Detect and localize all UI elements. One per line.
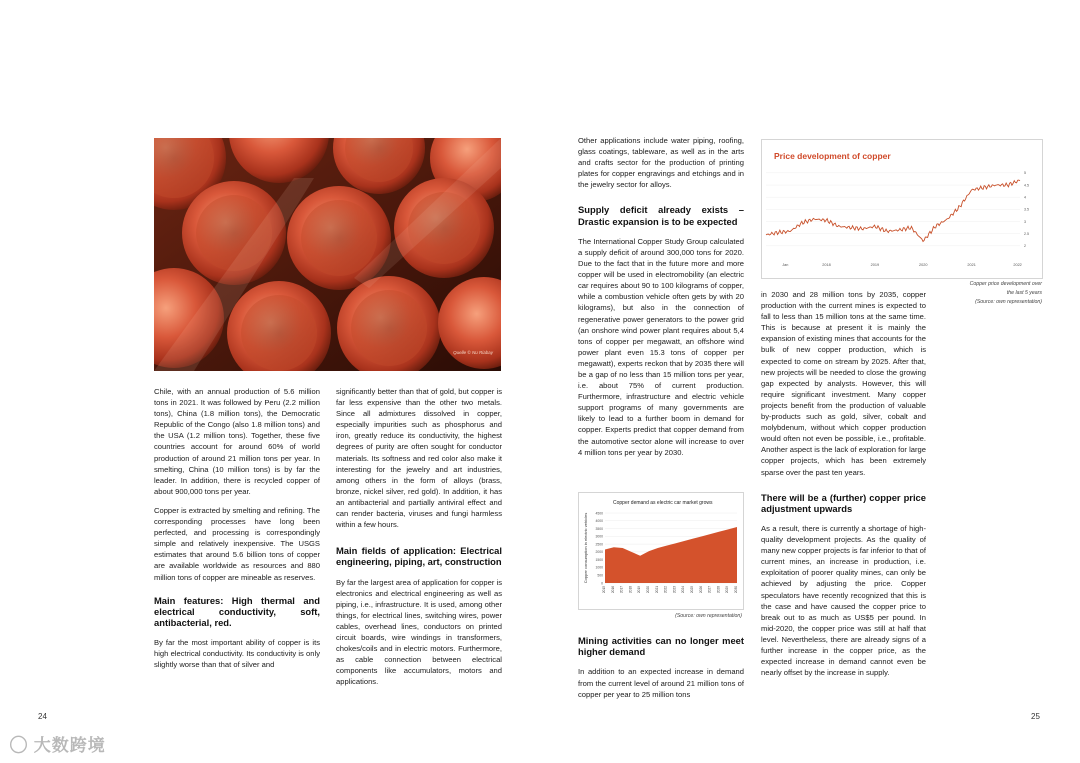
paragraph: By far the largest area of application for copper is electronics and electrical engineering as well as piping, i.e., infrastructure. It is used, among other things, for electrical lines, switching wires, power cables, overhead lines, conductors on printed circuit boards, wire windings in transformers, chokes/coils and in electric motors. Furthermore, as cable connection between electrical components like accumulators, motors and applications.	[336, 577, 502, 687]
caption-line: (Source: own representation)	[975, 299, 1042, 305]
x-tick-label: 2020	[646, 586, 650, 594]
y-tick-label: 2.5	[1024, 231, 1029, 236]
copper-price-svg	[762, 140, 1042, 278]
y-tick-label: 0	[601, 581, 603, 586]
y-tick-label: 4000	[595, 519, 603, 524]
caption-line: Copper price development over	[969, 281, 1042, 287]
y-tick-label: 3500	[595, 526, 603, 531]
left-column-1	[154, 386, 320, 678]
y-tick-label: 5	[1024, 171, 1026, 176]
copper-demand-svg	[579, 493, 743, 609]
left-column-2	[336, 386, 502, 696]
watermark-icon: ◯	[10, 736, 28, 755]
x-tick-label: 2030	[734, 586, 738, 594]
y-tick-label: 4.5	[1024, 183, 1029, 188]
paragraph: By far the most important ability of copper is its high electrical conductivity. Its conductivity is only slightly worse than that of silver and	[154, 638, 320, 670]
chart-title: Price development of copper	[774, 151, 891, 161]
x-tick-label: 2020	[919, 263, 928, 267]
chart-source: (Source: own representation)	[675, 613, 742, 619]
demand-area-series	[605, 527, 737, 583]
watermark-text: 大数跨境	[33, 736, 106, 755]
x-tick-label: 2022	[663, 586, 668, 594]
paragraph: Copper is extracted by smelting and refining. The corresponding processes have long been perfected, and processing is correspondingly simple and relatively inexpensive. The USGS estimates that around 5.6 billion tons of copper are available worldwide as resources and 880 million tons of copper are mineable as reserves.	[154, 505, 320, 582]
paragraph: Chile, with an annual production of 5.6 million tons in 2021. It was followed by Peru (2.2 million tons), China (1.8 million tons), the Democratic Republic of the Congo (also 1.8 million tons) and the USA (1.2 million tons). Together, these five countries account for around 60% of world production of around 21 million tons per year. In smelting, China (10 million tons) is by far the leader. In addition, there is recycled copper of about 900,000 tons per year.	[154, 387, 320, 496]
x-tick-label: 2021	[967, 263, 976, 267]
x-tick-label: 2027	[707, 586, 712, 594]
x-tick-label: 2023	[672, 586, 677, 594]
paragraph: Other applications include water piping, roofing, glass coatings, tableware, as well as in the arts and crafts sector for the production of printing plates for copper engravings and etchings and in the jewelry sector for alloys.	[578, 136, 744, 190]
x-tick-label: 2021	[654, 586, 659, 594]
x-tick-label: 2015	[602, 586, 606, 594]
x-tick-label: 2026	[698, 586, 703, 594]
copper-pipes-illustration	[154, 138, 501, 371]
x-tick-label: Jan	[782, 263, 789, 267]
section-heading: Main fields of application: Electrical engineering, piping, art, construction	[336, 545, 502, 568]
x-tick-label: 2019	[870, 263, 880, 267]
copper-demand-chart	[578, 492, 744, 610]
x-tick-label: 2019	[637, 586, 642, 594]
y-tick-label: 1500	[595, 557, 603, 562]
price-line-series	[766, 180, 1020, 241]
x-tick-label: 2016	[610, 586, 615, 594]
x-tick-label: 2017	[619, 586, 624, 594]
y-tick-label: 2000	[595, 550, 603, 555]
y-tick-label: 2	[1024, 244, 1026, 249]
section-heading: Main features: High thermal and electrical conductivity, soft, antibacterial, red.	[154, 594, 320, 628]
page-number-left: 24	[38, 712, 47, 721]
x-tick-label: 2024	[681, 586, 686, 594]
x-tick-label: 2022	[1013, 263, 1022, 267]
y-tick-label: 3	[1024, 219, 1026, 224]
paragraph: In addition to an expected increase in demand from the current level of around 21 million tons of copper per year to 25 million tons	[578, 667, 744, 699]
y-tick-label: 4	[1024, 195, 1026, 200]
paragraph: The International Copper Study Group calculated a supply deficit of around 300,000 tons for 2020. Due to the fact that in the future more and more copper will be used in electromobility (an electric car requires about 90 to 100 kilograms of copper, while a combustion vehicle often gets by with 20 kilograms), but also in the connection of regenerative power generators to the power grid (an onshore wind power plant requires about 5,4 tons of copper per megawatt, an offshore wind power plant even 15.3 tons of copper per megawatt), experts reckon that by 2035 there will be a gap of no less than 15 million tons per year, i.e. about 75% of current production. Furthermore, infrastructure and electric vehicle support programs of many governments are likely to lead to a further boom in demand for copper. Experts predict that copper demand from the automotive sector alone will increase to over 4 million tons per year by 2030.	[578, 236, 744, 457]
caption-line: the last 5 years	[1006, 290, 1042, 296]
right-column-1-continued	[578, 625, 744, 708]
right-column-2	[761, 289, 926, 686]
section-heading: Mining activities can no longer meet higher demand	[578, 635, 744, 658]
x-tick-label: 2018	[822, 263, 831, 267]
y-tick-label: 2500	[595, 542, 603, 547]
x-tick-label: 2028	[716, 586, 721, 594]
copper-pipes-photo	[154, 138, 501, 371]
y-tick-label: 500	[597, 573, 603, 578]
y-tick-label: 4500	[595, 511, 603, 516]
y-tick-label: 3000	[595, 534, 603, 539]
right-column-1	[578, 135, 744, 466]
y-axis-label: Copper consumption in electric vehicles	[583, 512, 588, 584]
chart-title: Copper demand as electric car market grows	[613, 500, 713, 506]
y-tick-label: 1000	[595, 565, 603, 570]
page-number-right: 25	[1031, 712, 1040, 721]
watermark-logo	[10, 731, 106, 756]
copper-price-chart	[761, 139, 1043, 279]
x-tick-label: 2025	[690, 586, 694, 594]
paragraph: significantly better than that of gold, but copper is far less expensive than the other two metals. Since all admixtures dissolved in copper, especially impurities such as phosphorus and iron, greatly reduce its conductivity, the highest degrees of purity are often sought for conductor materials. Its softness and red color also make it interesting for the jewelry and art industries, among others in the form of alloys (brass, bronze, nickel silver, red gold). In addition, it has an antibacterial and partially antiviral effect and can render bacteria, viruses and fungi harmless within a few hours.	[336, 387, 502, 530]
paragraph: in 2030 and 28 million tons by 2035, copper production with the current mines is expected to fall to less than 15 million tons at the same time. This is because at present it is mainly the expansion of existing mines that accounts for the bulk of new copper production, which is expected to come on stream by 2025. After that, new projects will be needed to close the growing gap expected by analysts. However, this will require significant investment. Many copper projects benefit from the production of valuable by-products such as gold, silver, cobalt and molybdenum, without which copper production would often not even be possible, i.e., profitable. Another aspect is the lack of exploration for large copper projects, which has been extremely sparse over the past ten years.	[761, 290, 926, 477]
x-tick-label: 2018	[628, 586, 633, 594]
x-tick-label: 2029	[725, 586, 730, 594]
paragraph: As a result, there is currently a shortage of high-quality development projects. As the quality of many new copper projects is far inferior to that of current mines, an increase in production, i.e. exploitation of poorer quality mines, can only be achieved by adjusting the price. Copper speculators have recently recognized that this is the case and have caused the copper price to break out to as much as US$5 per pound. In mid-2020, the copper price was still at half that level. Nevertheless, there are already signs of a further increase in the copper price, as the expected increase in demand cannot even be nearly offset by the increase in supply.	[761, 524, 926, 678]
section-heading: There will be a (further) copper price adjustment upwards	[761, 491, 926, 514]
section-heading: Supply deficit already exists – Drastic expansion is to be expected	[578, 204, 744, 227]
y-tick-label: 3.5	[1024, 207, 1029, 212]
photo-credit: Quelle © Nu Riabay	[453, 350, 493, 355]
